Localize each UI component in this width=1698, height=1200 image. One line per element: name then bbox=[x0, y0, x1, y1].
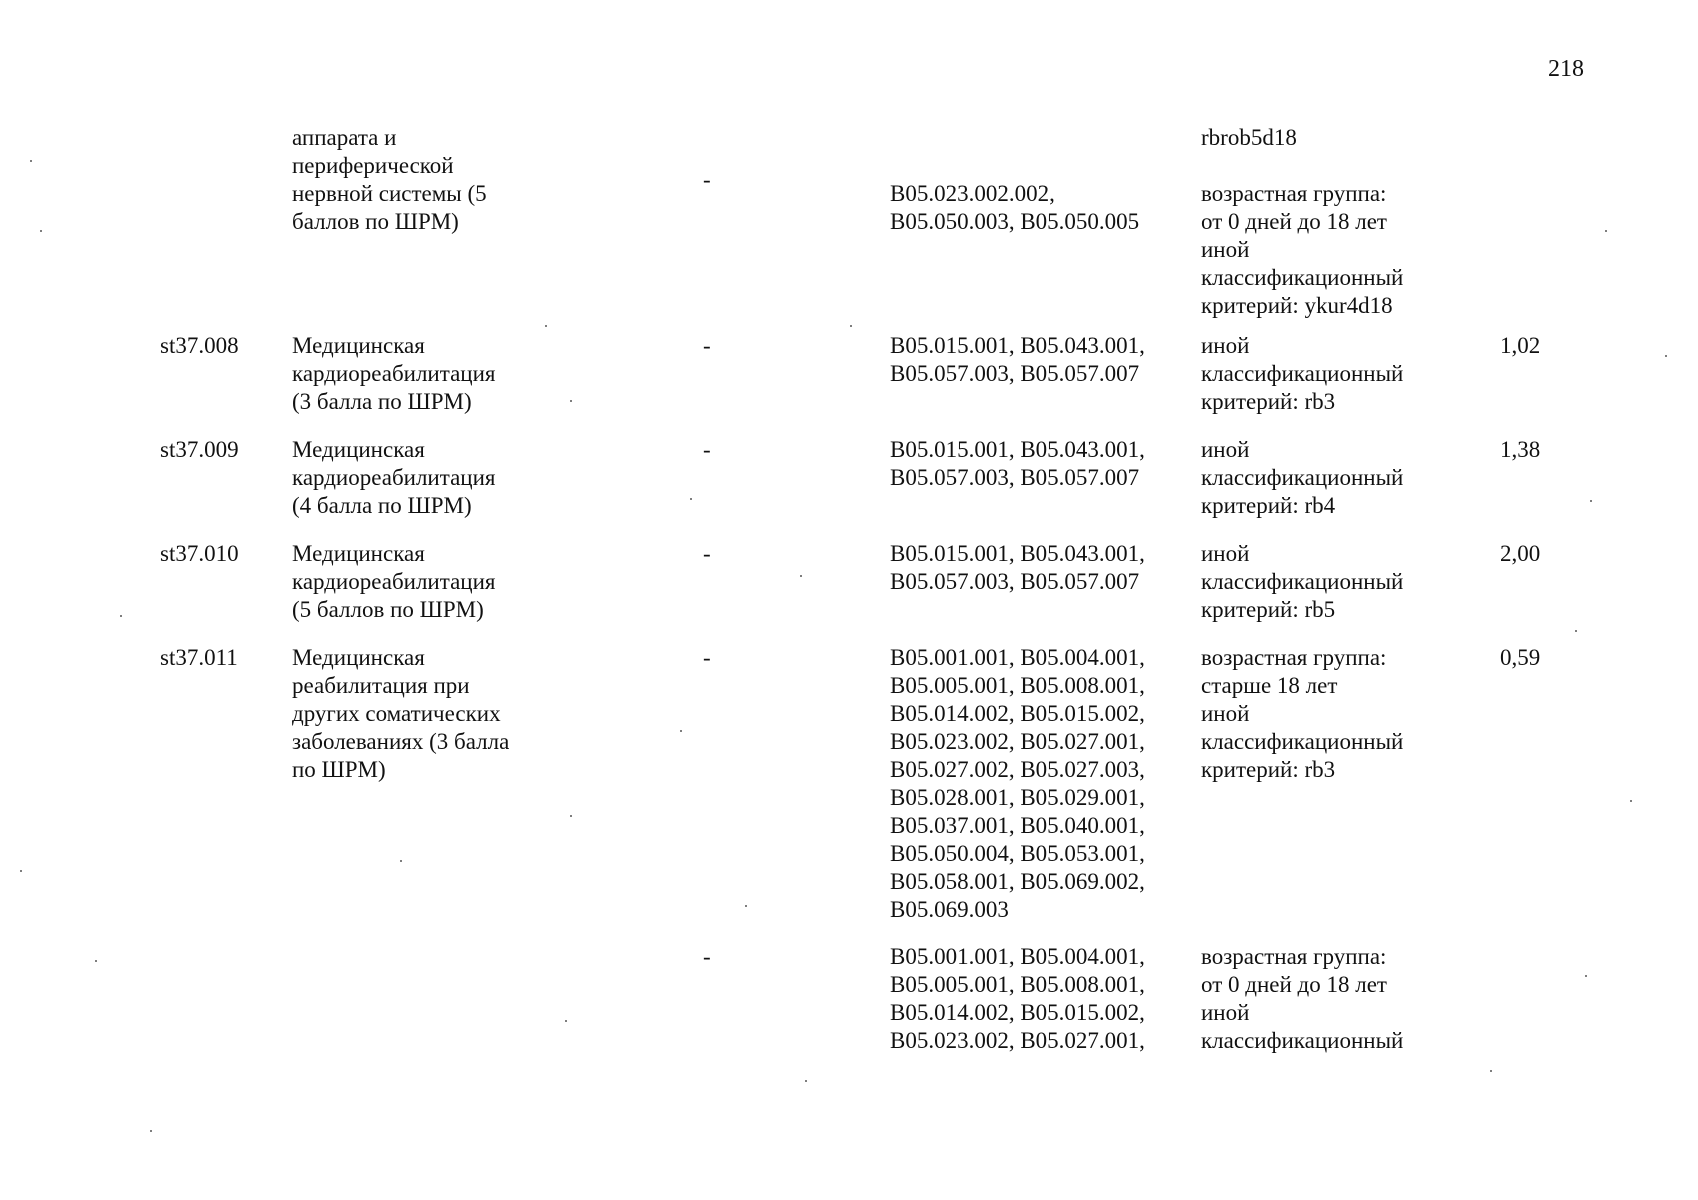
row-criteria: возрастная группа: старше 18 лет иной классификационный критерий: rb3 bbox=[1201, 645, 1404, 782]
row-services: B05.015.001, B05.043.001, B05.057.003, B05.057.007 bbox=[890, 541, 1145, 594]
row-dash: - bbox=[703, 167, 711, 192]
row-name: Медицинская кардиореабилитация (3 балла по ШРМ) bbox=[292, 333, 496, 414]
row-services: B05.023.002.002, B05.050.003, B05.050.005 bbox=[890, 181, 1140, 234]
row-code: st37.009 bbox=[160, 437, 239, 462]
row-name: аппарата и периферической нервной системы (5 баллов по ШРМ) bbox=[292, 125, 487, 234]
row-coefficient: 1,38 bbox=[1500, 437, 1541, 462]
row-criteria: иной классификационный критерий: rb4 bbox=[1201, 437, 1404, 518]
row-code: st37.008 bbox=[160, 333, 239, 358]
row-dash: - bbox=[703, 645, 711, 670]
row-criteria: rbrob5d18 возрастная группа: от 0 дней до 18 лет иной классификационный критерий: ykur4d18 bbox=[1201, 125, 1404, 318]
row-name: Медицинская кардиореабилитация (4 балла по ШРМ) bbox=[292, 437, 496, 518]
row-dash: - bbox=[703, 333, 711, 358]
row-services: B05.015.001, B05.043.001, B05.057.003, B05.057.007 bbox=[890, 333, 1145, 386]
row-dash: - bbox=[703, 944, 711, 969]
row-services: B05.015.001, B05.043.001, B05.057.003, B05.057.007 bbox=[890, 437, 1145, 490]
row-criteria: иной классификационный критерий: rb5 bbox=[1201, 541, 1404, 622]
row-dash: - bbox=[703, 437, 711, 462]
row-services: B05.001.001, B05.004.001, B05.005.001, B05.008.001, B05.014.002, B05.015.002, B05.023.002, B05.027.001, bbox=[890, 944, 1145, 1053]
row-code: st37.011 bbox=[160, 645, 238, 670]
row-name: Медицинская кардиореабилитация (5 баллов по ШРМ) bbox=[292, 541, 496, 622]
row-criteria: иной классификационный критерий: rb3 bbox=[1201, 333, 1404, 414]
row-name: Медицинская реабилитация при других соматических заболеваниях (3 балла по ШРМ) bbox=[292, 645, 510, 782]
row-services: B05.001.001, B05.004.001, B05.005.001, B05.008.001, B05.014.002, B05.015.002, B05.023.002, B05.027.001, B05.027.002, B05.027.003, B05.028.001, B05.029.001, B05.037.001, B05.040.001, B05.050.004, B05.053.001, B05.058.001, B05.069.002, B05.069.003 bbox=[890, 645, 1145, 922]
row-coefficient: 0,59 bbox=[1500, 645, 1541, 670]
page-number: 218 bbox=[1548, 56, 1584, 82]
row-criteria: возрастная группа: от 0 дней до 18 лет иной классификационный bbox=[1201, 944, 1404, 1053]
row-coefficient: 1,02 bbox=[1500, 333, 1541, 358]
row-code: st37.010 bbox=[160, 541, 239, 566]
row-dash: - bbox=[703, 541, 711, 566]
row-coefficient: 2,00 bbox=[1500, 541, 1541, 566]
